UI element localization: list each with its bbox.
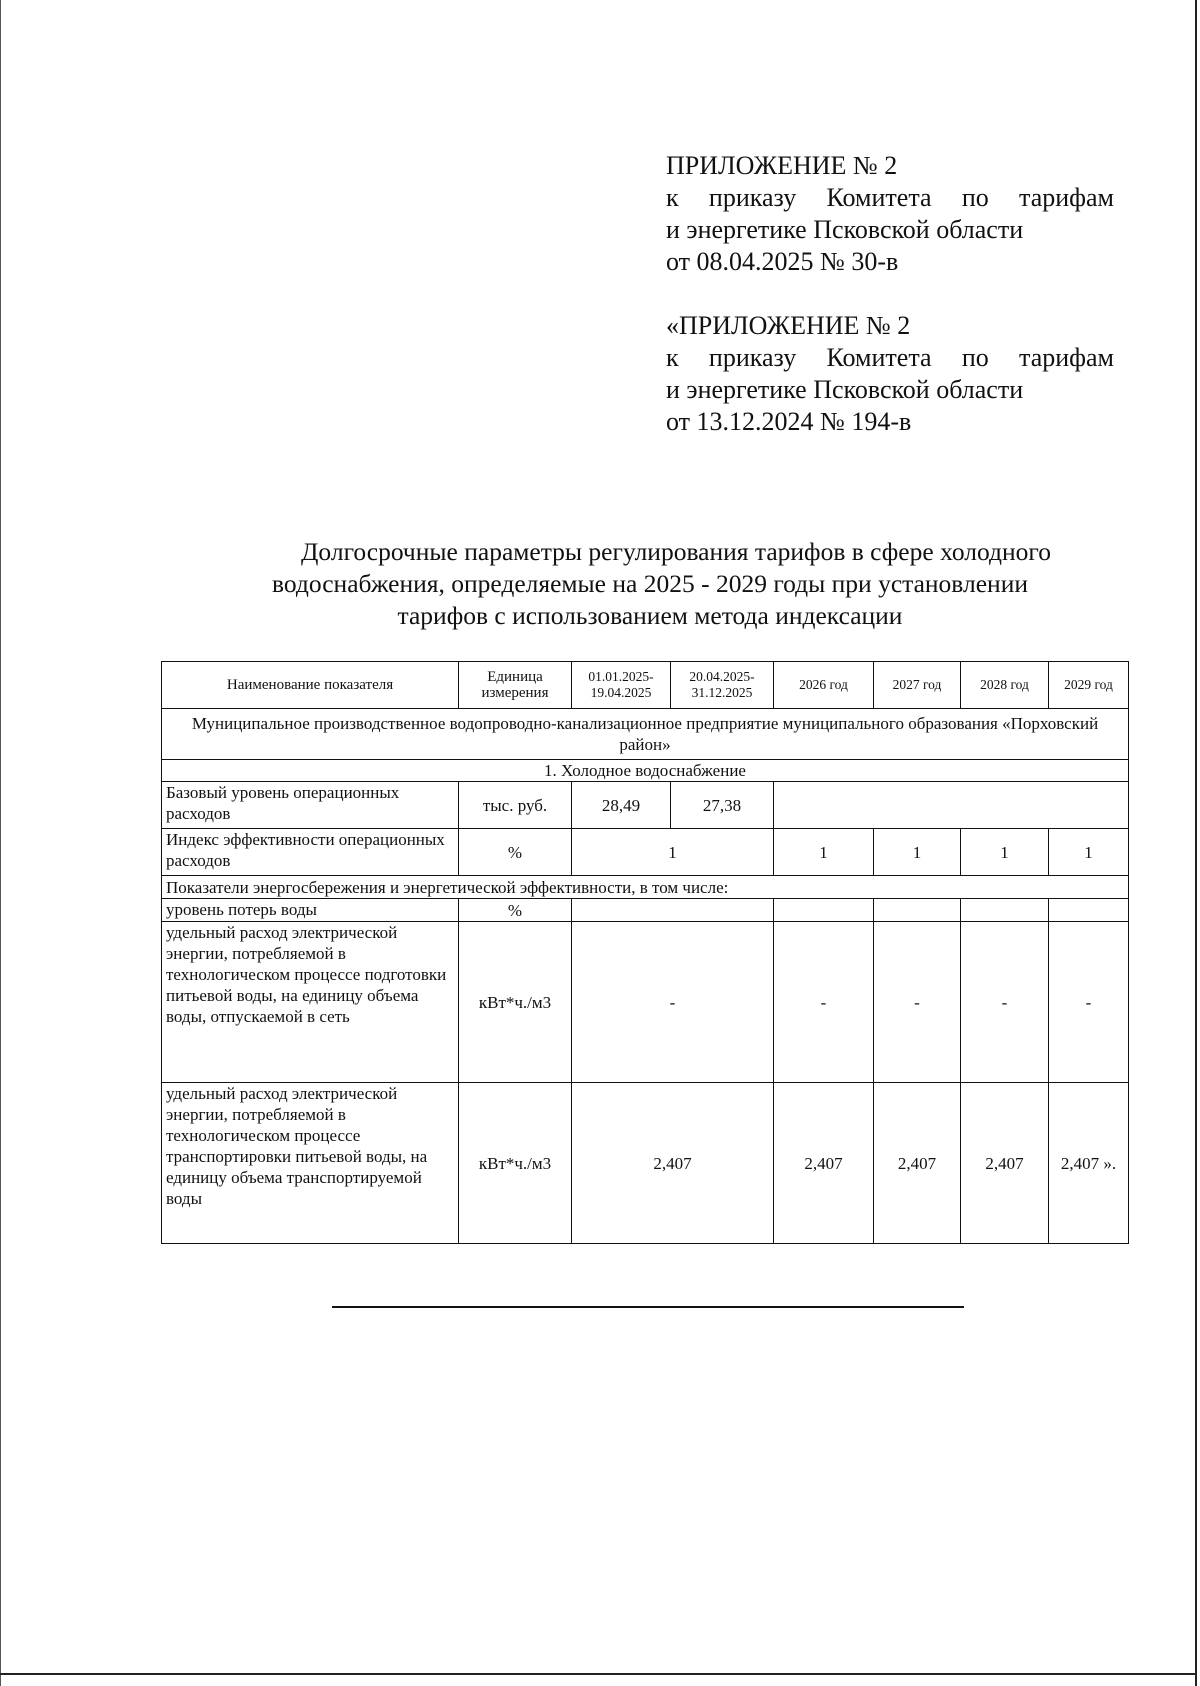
table-row-energy-preparation (162, 922, 1129, 1083)
annex-previous-line1: к приказу Комитета по тарифам (666, 343, 1114, 372)
annex-current (666, 150, 1114, 278)
row-losses-2027 (874, 899, 961, 922)
row-index-p12: 1 (572, 829, 774, 876)
row-losses-2026 (774, 899, 874, 922)
document-title-line3: тарифов с использованием метода индексации (397, 601, 903, 630)
annex-current-line3: от 08.04.2025 № 30-в (666, 247, 899, 276)
table-header-row (162, 662, 1129, 709)
header-name: Наименование показателя (162, 662, 459, 709)
document-title (200, 536, 1100, 632)
row-prep-2028: - (961, 922, 1049, 1083)
header-2026: 2026 год (774, 662, 874, 709)
annex-previous-title: «ПРИЛОЖЕНИЕ № 2 (666, 311, 911, 340)
row-losses-name: уровень потерь воды (162, 899, 459, 922)
row-index-2029: 1 (1049, 829, 1129, 876)
row-index-unit: % (459, 829, 572, 876)
annex-current-line2: и энергетике Псковской области (666, 215, 1024, 244)
row-prep-2026: - (774, 922, 874, 1083)
row-transport-2027: 2,407 (874, 1083, 961, 1244)
row-losses-2029 (1049, 899, 1129, 922)
row-prep-2029: - (1049, 922, 1129, 1083)
row-losses-unit: % (459, 899, 572, 922)
header-2029: 2029 год (1049, 662, 1129, 709)
annex-previous-line3: от 13.12.2024 № 194-в (666, 407, 912, 436)
row-index-2028: 1 (961, 829, 1049, 876)
row-transport-unit: кВт*ч./м3 (459, 1083, 572, 1244)
row-index-2026: 1 (774, 829, 874, 876)
closing-rule (332, 1306, 964, 1308)
energy-indicators-row (162, 876, 1129, 899)
organization-name: Муниципальное производственное водопроводно-канализационное предприятие муниципального образования «Порховский район» (162, 709, 1129, 760)
row-losses-2028 (961, 899, 1049, 922)
row-transport-p12: 2,407 (572, 1083, 774, 1244)
table-row-efficiency-index (162, 829, 1129, 876)
row-base-unit: тыс. руб. (459, 782, 572, 829)
table-row-energy-transport (162, 1083, 1129, 1244)
organization-row (162, 709, 1129, 760)
row-index-name: Индекс эффективности операционных расходов (162, 829, 459, 876)
document-title-line1: Долгосрочные параметры регулирования тарифов в сфере холодного (301, 537, 1051, 566)
row-prep-2027: - (874, 922, 961, 1083)
header-period-2: 20.04.2025- 31.12.2025 (671, 662, 774, 709)
table-row-water-losses (162, 899, 1129, 922)
row-prep-p12: - (572, 922, 774, 1083)
energy-indicators-label: Показатели энергосбережения и энергетической эффективности, в том числе: (162, 876, 1129, 899)
annex-previous-line2: и энергетике Псковской области (666, 375, 1024, 404)
header-unit: Единица измерения (459, 662, 572, 709)
row-transport-name: удельный расход электрической энергии, потребляемой в технологическом процессе транспортировки питьевой воды, на единицу объема транспортируемой воды (162, 1083, 459, 1244)
row-transport-2028: 2,407 (961, 1083, 1049, 1244)
row-losses-p12 (572, 899, 774, 922)
row-transport-2026: 2,407 (774, 1083, 874, 1244)
page-border-left (0, 0, 1, 1686)
row-transport-2029: 2,407 ». (1049, 1083, 1129, 1244)
header-period-1: 01.01.2025- 19.04.2025 (572, 662, 671, 709)
row-prep-name: удельный расход электрической энергии, потребляемой в технологическом процессе подготовки питьевой воды, на единицу объема воды, отпускаемой в сеть (162, 922, 459, 1083)
row-base-name: Базовый уровень операционных расходов (162, 782, 459, 829)
page-border-right (1195, 0, 1197, 1686)
row-prep-unit: кВт*ч./м3 (459, 922, 572, 1083)
row-index-2027: 1 (874, 829, 961, 876)
header-2027: 2027 год (874, 662, 961, 709)
row-base-p1: 28,49 (572, 782, 671, 829)
table-row-base-opex (162, 782, 1129, 829)
section-title: 1. Холодное водоснабжение (162, 760, 1129, 782)
page-border-bottom (0, 1673, 1197, 1675)
document-title-line2: водоснабжения, определяемые на 2025 - 2029 годы при установлении (271, 569, 1028, 598)
header-2028: 2028 год (961, 662, 1049, 709)
annex-current-line1: к приказу Комитета по тарифам (666, 183, 1114, 212)
row-base-p2: 27,38 (671, 782, 774, 829)
section-row (162, 760, 1129, 782)
annex-previous (666, 310, 1114, 438)
annex-current-title: ПРИЛОЖЕНИЕ № 2 (666, 151, 898, 180)
parameters-table (161, 661, 1129, 1244)
row-base-empty (774, 782, 1129, 829)
